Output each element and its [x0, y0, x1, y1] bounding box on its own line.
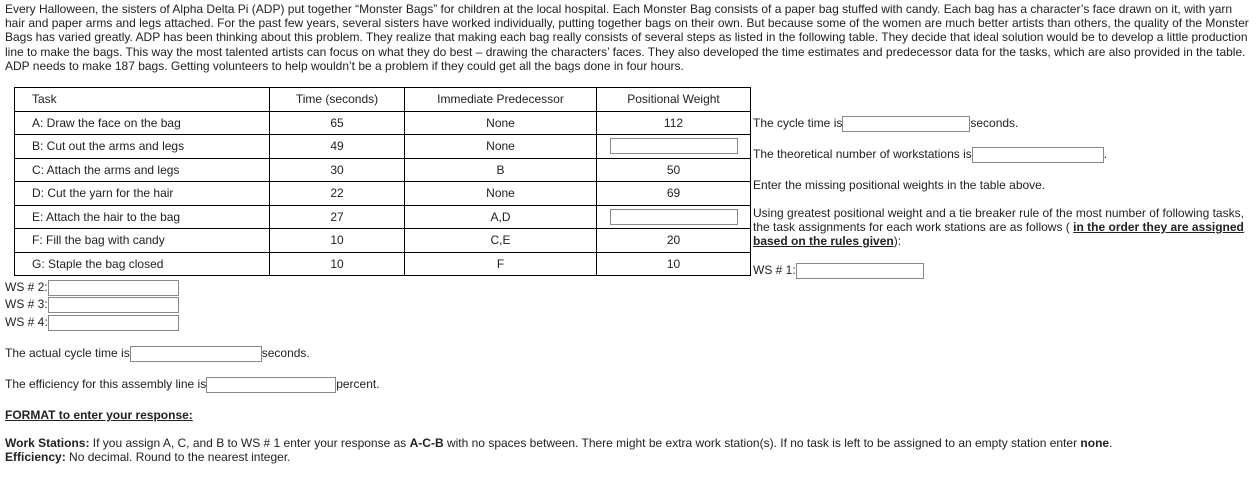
header-predecessor: Immediate Predecessor: [405, 88, 597, 112]
theoretical-end: .: [1103, 147, 1108, 162]
task-cell: F: Fill the bag with candy: [15, 229, 270, 253]
time-cell: 65: [270, 111, 405, 135]
theoretical-line: [753, 147, 1107, 163]
header-weight: Positional Weight: [597, 88, 751, 112]
greedy-text-2: the task assignments for each work stations are as follows (: [753, 220, 1070, 234]
format-heading: FORMAT to enter your response:: [5, 408, 193, 422]
actual-cycle-input[interactable]: [130, 346, 262, 362]
theoretical-workstations-input[interactable]: [972, 147, 1104, 163]
weight-input-cell: [597, 205, 751, 229]
ws2-input[interactable]: [48, 280, 179, 296]
task-cell: D: Cut the yarn for the hair: [15, 182, 270, 206]
greedy-instructions: [753, 206, 1248, 248]
format-ws-text-3: .: [1109, 436, 1113, 450]
time-cell: 22: [270, 182, 405, 206]
efficiency-input[interactable]: [206, 377, 336, 393]
ws3-label: WS # 3:: [5, 297, 48, 312]
ws4-label: WS # 4:: [5, 315, 48, 330]
time-cell: 49: [270, 135, 405, 159]
ws1-input[interactable]: [796, 263, 924, 279]
cycle-time-label: The cycle time is: [753, 116, 843, 131]
format-ws-none: none: [1080, 436, 1110, 450]
weight-cell: 10: [597, 252, 751, 276]
efficiency-unit: percent.: [336, 377, 380, 392]
weight-cell: 112: [597, 111, 751, 135]
table-row: [15, 111, 751, 135]
format-ws-text-1: If you assign A, C, and B to WS # 1 enter your response as: [89, 436, 410, 450]
table-row: [15, 252, 751, 276]
table-row: [15, 205, 751, 229]
actual-cycle-unit: seconds.: [261, 346, 310, 361]
format-ws-label: Work Stations:: [5, 436, 90, 450]
time-cell: 30: [270, 158, 405, 182]
ws3-input[interactable]: [48, 297, 179, 313]
efficiency-line: [5, 377, 380, 393]
format-ws-text-2: with no spaces between. There might be extra work station(s). If no task is left to be assigned to an empty station enter: [443, 436, 1081, 450]
greedy-text-1: Using greatest positional weight and a tie breaker rule of the most number of following tasks,: [753, 206, 1244, 220]
task-cell: A: Draw the face on the bag: [15, 111, 270, 135]
table-row: [15, 135, 751, 159]
table-row: [15, 182, 751, 206]
task-table: [14, 87, 751, 276]
format-workstations: [5, 436, 1112, 450]
cycle-time-input[interactable]: [842, 116, 970, 132]
actual-cycle-label: The actual cycle time is: [5, 346, 130, 361]
problem-statement: Every Halloween, the sisters of Alpha Delta Pi (ADP) put together “Monster Bags” for children at the local hospital. Each Monster Bag consists of a paper bag stuffed with candy. Each bag has a character’s face drawn on it, with yarn hair and paper arms and legs attached. For the past few years, several sisters have worked individually, putting together bags on their own. But because some of the women are much better artists than others, the quality of the Monster Bags has varied greatly. ADP has been thinking about this problem. They realize that making each bag really consists of several steps as listed in the following table. They decide that ideal solution would be to develop a little production line to make the bags. This way the most talented artists can focus on what they do best – drawing the characters’ faces. They also developed the time estimates and predecessor data for the tasks, which are also provided in the table. ADP needs to make 187 bags. Getting volunteers to help wouldn’t be a problem if they could get all the bags done in four hours.: [5, 2, 1249, 73]
table-row: [15, 229, 751, 253]
format-eff-label: Efficiency:: [5, 450, 66, 464]
weight-cell: 20: [597, 229, 751, 253]
ws2-line: [5, 280, 179, 296]
predecessor-cell: F: [405, 252, 597, 276]
weight-input-cell: [597, 135, 751, 159]
cycle-time-unit: seconds.: [970, 116, 1019, 131]
task-cell: G: Staple the bag closed: [15, 252, 270, 276]
greedy-close: ):: [893, 234, 902, 248]
header-time: Time (seconds): [270, 88, 405, 112]
ws2-label: WS # 2:: [5, 280, 48, 295]
header-task: Task: [15, 88, 270, 112]
predecessor-cell: None: [405, 111, 597, 135]
theoretical-label: The theoretical number of workstations is: [753, 147, 972, 162]
weight-cell: 69: [597, 182, 751, 206]
missing-weights-text: Enter the missing positional weights in the table above.: [753, 178, 1046, 192]
greedy-emphasis-1: in the order they are assigned: [1073, 220, 1244, 234]
predecessor-cell: A,D: [405, 205, 597, 229]
format-efficiency: [5, 450, 291, 464]
ws3-line: [5, 297, 179, 313]
ws1-label: WS # 1:: [753, 263, 796, 278]
weight-cell: 50: [597, 158, 751, 182]
weight-e-input[interactable]: [610, 209, 738, 225]
ws4-input[interactable]: [48, 315, 179, 331]
task-cell: E: Attach the hair to the bag: [15, 205, 270, 229]
actual-cycle-line: [5, 346, 310, 362]
format-ws-example: A-C-B: [409, 436, 444, 450]
format-eff-text: No decimal. Round to the nearest integer.: [65, 450, 291, 464]
time-cell: 10: [270, 252, 405, 276]
cycle-time-line: [753, 116, 1018, 132]
ws4-line: [5, 315, 179, 331]
efficiency-label: The efficiency for this assembly line is: [5, 377, 207, 392]
ws1-line: [753, 263, 924, 279]
time-cell: 27: [270, 205, 405, 229]
table-row: [15, 158, 751, 182]
weight-b-input[interactable]: [610, 138, 738, 154]
predecessor-cell: None: [405, 182, 597, 206]
predecessor-cell: C,E: [405, 229, 597, 253]
table-header-row: [15, 88, 751, 112]
task-cell: C: Attach the arms and legs: [15, 158, 270, 182]
predecessor-cell: B: [405, 158, 597, 182]
greedy-emphasis-2: based on the rules given: [753, 234, 894, 248]
time-cell: 10: [270, 229, 405, 253]
task-cell: B: Cut out the arms and legs: [15, 135, 270, 159]
predecessor-cell: None: [405, 135, 597, 159]
